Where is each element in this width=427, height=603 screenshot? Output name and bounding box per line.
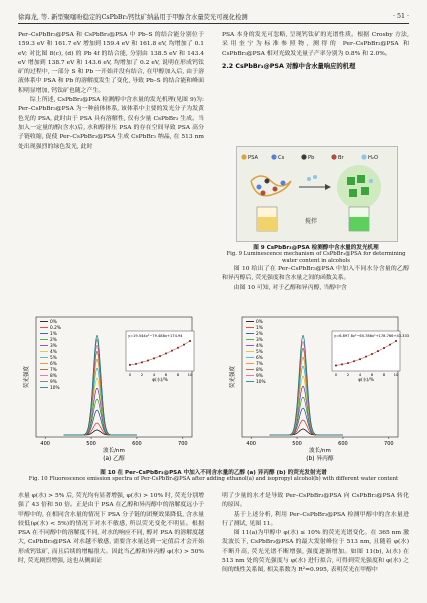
running-header [18,10,409,22]
paragraph: 图 10 给出了在 Per–CsPbBr₃@PSA 中加入不同水分含量的乙醇和异丙醇后, 荧光强度和含水量之间的函数关系。 [222,266,409,282]
legend-swatch [361,154,366,159]
legend-label: 1% [50,332,57,337]
perovskite-cluster [337,165,381,209]
inset-tick-label: 0 [334,372,338,377]
legend-label: 4% [256,344,263,349]
stir-label: 搅拌 [305,218,318,225]
x-tick-label: 400 [40,441,50,447]
legend-label: 7% [256,362,263,367]
legend-label: 9% [256,374,263,379]
inset-x-label: φ(水)/% [358,377,374,382]
header-rule [18,23,409,24]
beaker-icon [349,207,369,231]
paragraph: 明了少量的水才是导致 Per–CsPbBr₃@PSA 向 CsPbBr₃@PSA 转化的原因。 [222,493,409,509]
legend-label: 4% [50,350,57,355]
mechanism-diagram [237,147,397,241]
legend-label: Cs [278,155,285,161]
paragraph: 图 11(a)为甲醇中 φ(水) ≤ 10% 的荧光光谱变化。在 365 nm 激发波长下, CsPbBr₃@PSA 的最大发射峰位于 513 nm, 且随着 φ(水) 不断升高, 荧光光谱不断增强, 强度逐渐增加。如图 11(b), λ(水) 在 513 nm 处的荧光强度与 φ(水) 进行拟合, 可得到荧光强度和 φ(水) 之间的线性关系图, 相关系数为 R²=0.995, 表明荧光在甲醇中 [222,530,409,574]
panel-label: (a) 乙醇 [103,456,125,462]
right-column-top [222,31,409,75]
inset-equation: y=6.897 8x²−65.786x²+178.766+43.333 [334,334,409,338]
series-line [64,423,137,435]
beaker-icon [257,207,277,231]
legend-label: 2% [256,332,263,337]
x-tick-label: 600 [132,441,142,447]
legend-label: 8% [256,368,263,373]
legend-label: 8% [50,374,57,379]
inset-tick-label: 6 [370,372,374,377]
legend-label: 10% [256,380,266,385]
figure-10-caption [18,468,409,483]
inset-x-label: φ(水)/% [152,377,168,382]
x-axis-label: 波长/nm [103,448,125,454]
paragraph: 基于上述分析, 利用 Per–CsPbBr₃@PSA 检测甲醇中的含水量进行了测试, 见图 11。 [222,511,409,527]
x-tick-label: 700 [384,441,394,447]
inset-tick-label: 8 [176,372,180,377]
legend-swatch [271,154,276,159]
legend-label: Pb [308,155,315,161]
figure-9-mechanism [236,146,398,242]
paragraph: PSA 本身的发光可忽略, 呈现钙钛矿的光谱性质。根据 Crosby 方法, 采用奎宁为标准参照物, 测得的 Per–CsPbBr₃@PSA 和 CsPbBr₃@PSA 相对光致发光量子产率分别为 0.8% 和 2.0%。 [222,32,409,57]
caption-cn: 图 10 在 Per–CsPbBr₃@PSA 中加入不同含水量的乙醇 (a) 异丙醇 (b) 的荧光发射光谱 [100,470,327,476]
legend-label: 0.2% [50,326,61,331]
series-line [270,420,343,435]
inset-tick-label: 4 [358,372,362,377]
inset-tick-label: 2 [346,372,350,377]
caption-en: Fig. 9 Luminescence mechanism of CsPbBr₃@PSA for determining water content in alcohols [226,251,406,264]
x-tick-label: 500 [86,441,96,447]
x-tick-label: 700 [178,441,188,447]
legend-label: 0% [50,320,57,325]
legend-swatch [241,154,246,159]
inset-tick-label: 2 [140,372,144,377]
paragraph: Per–CsPbBr₃@PSA 和 CsPbBr₃@PSA 中 Pb–S 的结合能分别位于 159.3 eV 和 161.7 eV 增加到 159.4 eV 和 161.8 eV, 均增加了 0.1 eV; 对比图 8(c), (d) 的 Pb 4f 的结合能, 分别由 138.5 eV 和 143.4 eV 增加到 138.7 eV 和 143.6 eV, 均增加了 0.2 eV, 说明在形成钙钛矿的过程中, 一部分 S 和 Pb 一开始并没有结合, 在甲醇加入后, 由于溶液体系中 PSA 和 Pb 的溶解度发生了变化, 导致 Pb–S 的结合能和峰面积明显增加, 钙钛矿也随之产生。 [18,32,204,94]
series-line [64,430,137,435]
legend-label: 6% [256,356,263,361]
legend-label: 1% [256,326,263,331]
legend-label: 5% [50,356,57,361]
y-axis-label: 荧光强度 [230,365,236,389]
paragraph: 由图 10 可知, 对于乙醇和异丙醇, 当醇中含 [233,284,347,291]
page-number: · 51 · [392,12,409,20]
inset-tick-label: 0 [128,372,132,377]
y-axis-label: 荧光强度 [24,365,30,389]
legend-label: 2% [50,338,57,343]
legend-label: 6% [50,362,57,367]
x-tick-label: 400 [246,441,256,447]
legend-swatch [301,154,306,159]
right-column-bottom [222,492,409,576]
legend-label: 3% [256,338,263,343]
legend-label: 7% [50,368,57,373]
left-column-bottom [18,492,204,566]
caption-cn: 图 9 CsPbBr₃@PSA 检测醇中含水量的发光机理 [253,245,379,251]
x-axis-label: 波长/nm [309,448,331,454]
legend-label: 3% [50,344,57,349]
figure-10-charts [18,300,409,480]
caption-en: Fig. 10 Fluorescence emission spectra of Per-CsPbBr₃@PSA after adding ethanol(a) and isopropyl alcohol(b) with different water content [28,476,399,482]
x-tick-label: 600 [338,441,348,447]
legend-label: H₂O [368,155,379,161]
series-line [270,429,343,435]
paragraph: 水量 φ(水) > 5% 后, 荧光均有显著增强, φ(水) > 10% 时, 荧光分别增强了 43 倍和 50 倍。正是由于 PSA 在乙醇和异丙醇中的溶解度远小于甲醇中的, 在相同含水量的情况下 PSA 分子链的团聚效果降低, 含水量较低(φ(水) < 5%)的情况下对水不敏感, 所以荧光变化不明显。根据 PSA 在不同醇中的溶解度不同, 对水的响应不同, 醇对 PSA 的溶解度越大, CsPbBr₃@PSA 对水越不敏感, 需要含水量达到一定值后才会开始形成钙钛矿, 而且后续的增幅很大。因此当乙醇和异丙醇 φ(水) > 50% 时, 荧光剧烈增强, 这也从侧面证 [18,493,205,565]
legend-swatch [331,154,336,159]
legend-label: 9% [50,380,57,385]
section-title: 2.2 CsPbBr₃@PSA 对醇中含水量响应的机理 [222,62,356,70]
header-title: 徐海龙, 等. 新型聚噻吩稳定的CsPbBr₃钙钛矿纳晶用于甲醇含水量荧光可视化检测 [18,13,248,21]
legend-label: PSA [248,155,259,161]
legend-label: 5% [256,350,263,355]
right-column-mid [222,265,409,293]
paragraph: 综上所述, CsPbBr₃@PSA 检测醇中含水量的发光机理(见图 9)为: Per–CsPbBr₃@PSA 为一种前体体系, 该体系中主要的发光分子为发黄色光的 PSA, 此时由于 PSA 具有溶解性, 仅有少量 CsPbBr₃ 生成。当加入一定量的醇(含水)后, 水和醇挤压 PSA 的存在空间导致 PSA 高分子链收缩, 促使 Per–CsPbBr₃@PSA 生成 CsPbBr₃ 纳晶, 在 513 nm 处出现强烈的绿色发光, 此时 [18,97,204,150]
legend-label: 0% [256,320,263,325]
left-column-top [18,31,204,152]
figure-9-caption [226,243,406,265]
legend-label: Br [338,155,344,161]
inset-tick-label: 8 [382,372,386,377]
x-tick-label: 500 [292,441,302,447]
panel-label: (b) 异丙醇 [306,456,334,462]
inset-tick-label: 10 [393,372,399,377]
inset-tick-label: 10 [187,372,193,377]
legend-label: 10% [50,386,60,391]
inset-equation: y=19.544x²−79.488x+174.94 [128,334,183,338]
inset-tick-label: 4 [152,372,156,377]
inset-tick-label: 6 [164,372,168,377]
